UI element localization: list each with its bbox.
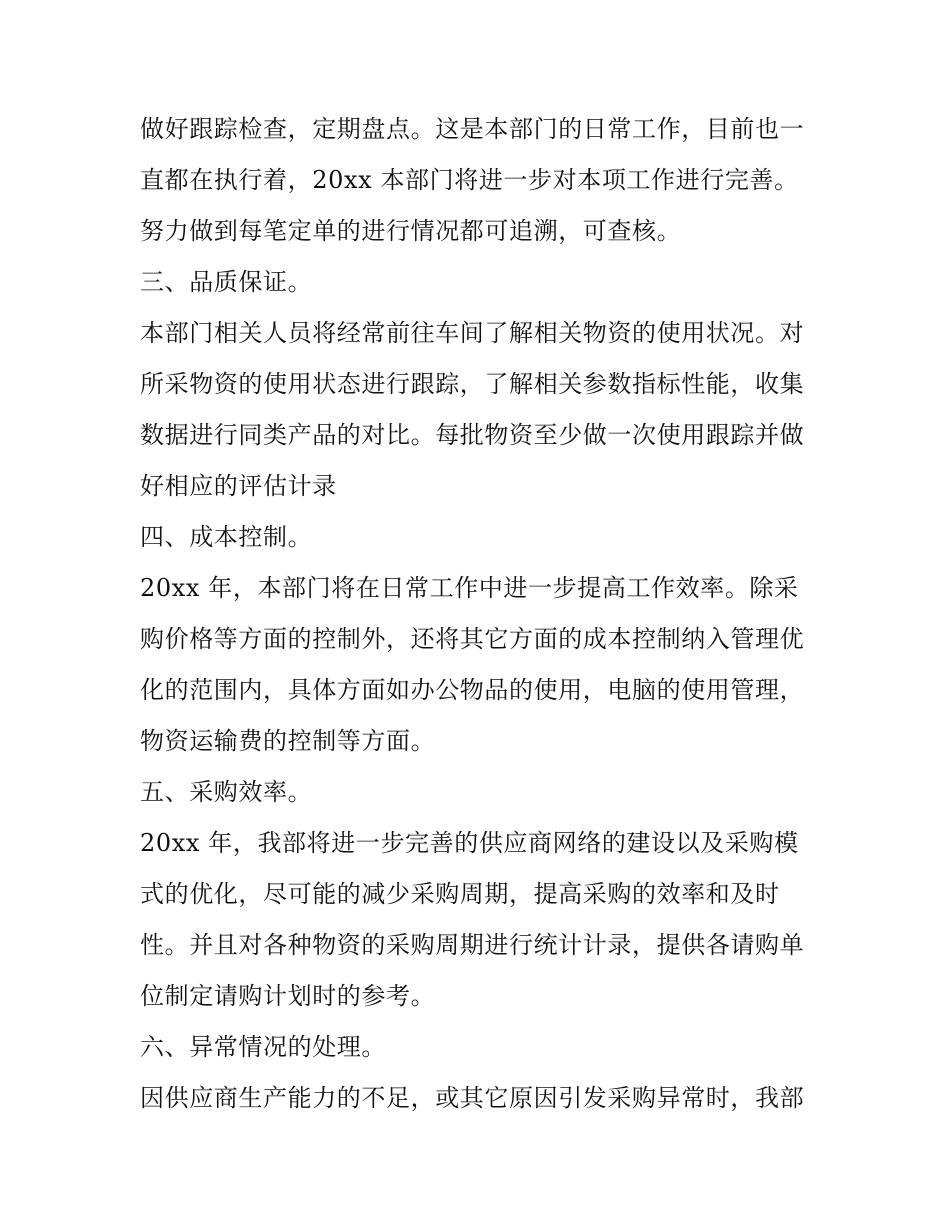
section-heading: 六、异常情况的处理。 [140,1033,386,1061]
paragraph-line: 位制定请购计划时的参考。 [140,982,436,1010]
section-heading: 四、成本控制。 [140,523,313,551]
paragraph-line: 直都在执行着，20xx 本部门将进一步对本项工作进行完善。 [140,166,799,194]
paragraph-line: 20xx 年，我部将进一步完善的供应商网络的建设以及采购模 [140,829,799,857]
paragraph-line: 本部门相关人员将经常前往车间了解相关物资的使用状况。对 [140,319,805,347]
paragraph-line: 努力做到每笔定单的进行情况都可追溯，可查核。 [140,217,682,245]
paragraph-line: 数据进行同类产品的对比。每批物资至少做一次使用跟踪并做 [140,421,805,449]
section-heading: 五、采购效率。 [140,778,313,806]
paragraph-line: 性。并且对各种物资的采购周期进行统计计录，提供各请购单 [140,931,805,959]
section-heading: 三、品质保证。 [140,268,313,296]
paragraph-line: 做好跟踪检查，定期盘点。这是本部门的日常工作，目前也一 [140,115,805,143]
paragraph-line: 所采物资的使用状态进行跟踪，了解相关参数指标性能，收集 [140,370,805,398]
paragraph-line: 好相应的评估计录 [140,472,337,500]
paragraph-line: 物资运输费的控制等方面。 [140,727,436,755]
paragraph-line: 式的优化，尽可能的减少采购周期，提高采购的效率和及时 [140,880,780,908]
paragraph-line: 因供应商生产能力的不足，或其它原因引发采购异常时，我部 [140,1084,805,1112]
paragraph-line: 化的范围内，具体方面如办公物品的使用，电脑的使用管理， [140,676,805,704]
paragraph-line: 20xx 年，本部门将在日常工作中进一步提高工作效率。除采 [140,574,799,602]
paragraph-line: 购价格等方面的控制外，还将其它方面的成本控制纳入管理优 [140,625,805,653]
